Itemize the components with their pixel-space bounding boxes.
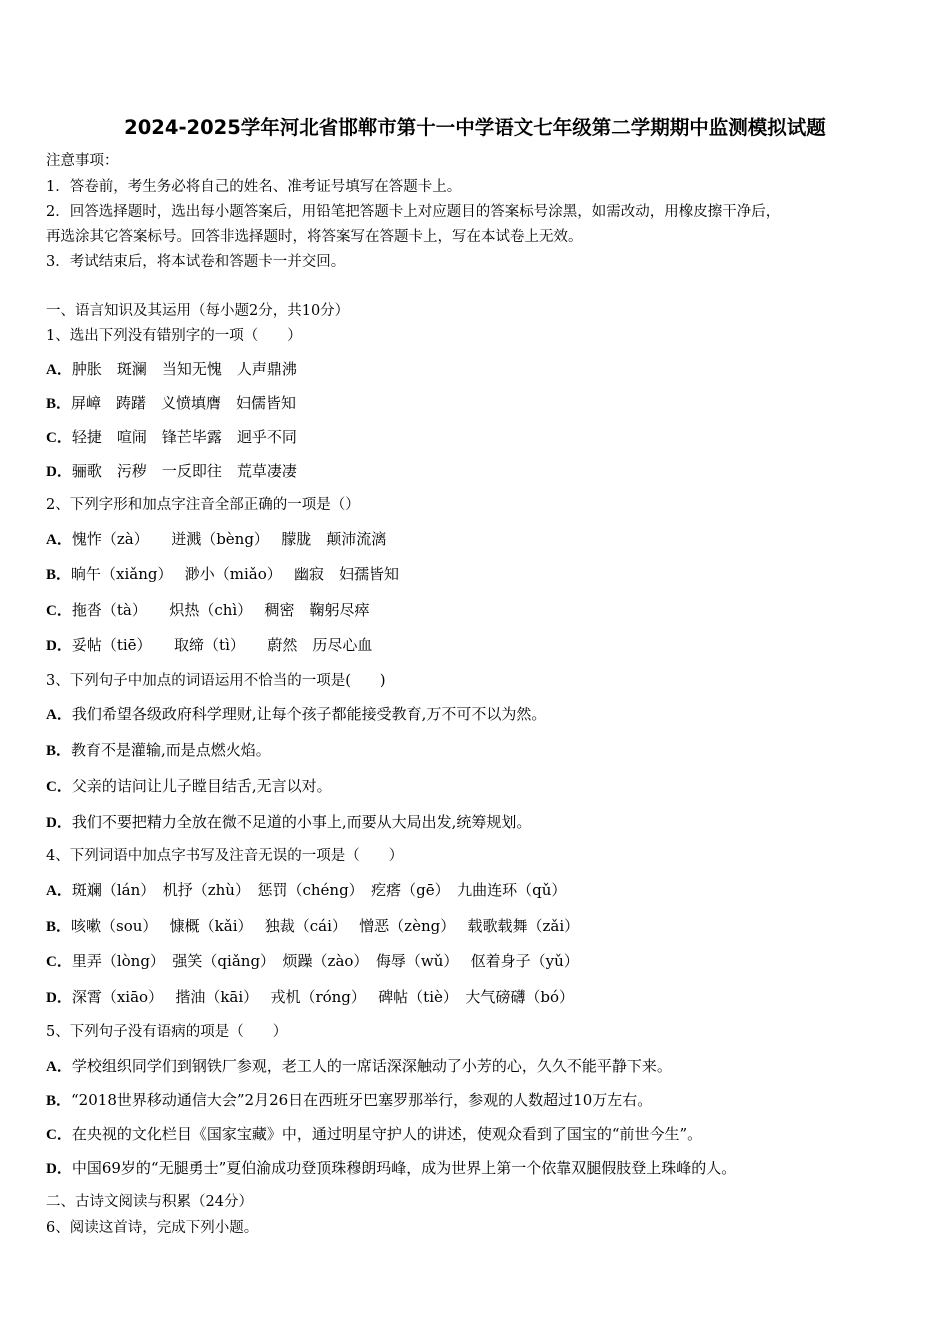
notice-item: 1．答卷前，考生务必将自己的姓名、准考证号填写在答题卡上。 [46, 179, 462, 195]
option-label: D． [46, 815, 72, 831]
question-stem: 3、下列句子中加点的词语运用不恰当的一项是( ) [46, 673, 386, 689]
option-text: 咳嗽（sou） 慷概（kǎi） 独裁（cái） 憎恶（zèng） 载歌载舞（zǎi） [71, 917, 580, 935]
option-text: 我们不要把精力全放在微不足道的小事上,而要从大局出发,统筹规划。 [71, 813, 532, 831]
option-b [46, 740, 271, 761]
option-b [46, 393, 296, 414]
option-text: “2018世界移动通信大会”2月26日在西班牙巴塞罗那举行，参观的人数超过10万左右。 [71, 1091, 653, 1109]
option-text: 肿胀 斑澜 当知无愧 人声鼎沸 [71, 360, 297, 378]
option-label: A． [46, 883, 72, 899]
option-label: C． [46, 430, 72, 446]
option-text: 在央视的文化栏目《国家宝藏》中，通过明星守护人的讲述，使观众看到了国宝的“前世今生”。 [71, 1125, 703, 1143]
notice-item: 2．回答选择题时，选出每小题答案后，用铅笔把答题卡上对应题目的答案标号涂黑，如需改动，用橡皮擦干净后， [46, 204, 781, 220]
option-label: D． [46, 990, 72, 1006]
question-stem: 2、下列字形和加点字注音全部正确的一项是（） [46, 497, 360, 513]
option-text: 骊歌 污秽 一反即往 荒草凄凄 [71, 462, 297, 480]
option-text: 学校组织同学们到钢铁厂参观，老工人的一席话深深触动了小芳的心，久久不能平静下来。 [71, 1057, 672, 1075]
option-c [46, 427, 297, 448]
option-b [46, 916, 579, 937]
option-text: 妥帖（tiē） 取缔（tì） 蔚然 历尽心血 [71, 636, 373, 654]
option-label: A． [46, 362, 72, 378]
option-text: 深霄（xiāo） 揩油（kāi） 戎机（róng） 碑帖（tiè） 大气磅礴（bó） [71, 988, 575, 1006]
option-text: 里弄（lòng） 强笑（qiǎng） 烦躁（zào） 侮辱（wǔ） 伛着身子（yǔ） [71, 952, 579, 970]
option-c [46, 951, 579, 972]
option-a [46, 529, 386, 550]
option-label: D． [46, 464, 72, 480]
question-stem: 5、下列句子没有语病的项是（ ） [46, 1024, 288, 1040]
option-label: C． [46, 954, 72, 970]
option-text: 我们希望各级政府科学理财,让每个孩子都能接受教育,万不可不以为然。 [71, 705, 547, 723]
option-label: B． [46, 919, 72, 935]
notice-item: 再选涂其它答案标号。回答非选择题时，将答案写在答题卡上，写在本试卷上无效。 [46, 229, 583, 245]
option-text: 斑斓（lán） 机抒（zhù） 惩罚（chéng） 疙瘩（gē） 九曲连环（qǔ） [71, 881, 567, 899]
option-label: B． [46, 567, 72, 583]
option-d [46, 635, 372, 656]
section-heading: 二、古诗文阅读与积累（24分） [46, 1194, 253, 1210]
option-a [46, 1056, 672, 1077]
option-text: 父亲的诘问让儿子瞠目结舌,无言以对。 [71, 777, 332, 795]
option-d [46, 987, 574, 1008]
option-text: 晌午（xiǎng） 渺小（miǎo） 幽寂 妇孺皆知 [71, 565, 400, 583]
option-b [46, 564, 399, 585]
option-label: A． [46, 707, 72, 723]
option-label: C． [46, 1127, 72, 1143]
option-label: A． [46, 1059, 72, 1075]
option-c [46, 776, 332, 797]
option-text: 愧怍（zà） 迸溅（bèng） 朦胧 颠沛流漓 [71, 530, 387, 548]
option-text: 中国69岁的“无腿勇士”夏伯渝成功登顶珠穆朗玛峰，成为世界上第一个依靠双腿假肢登上珠峰的人。 [71, 1159, 737, 1177]
option-label: C． [46, 603, 72, 619]
option-text: 轻捷 喧闹 锋芒毕露 迥乎不同 [71, 428, 297, 446]
option-c [46, 600, 369, 621]
option-text: 屏嶂 踌躇 义愤填膺 妇儒皆知 [71, 394, 297, 412]
option-label: B． [46, 396, 72, 412]
option-label: B． [46, 1093, 72, 1109]
option-a [46, 704, 546, 725]
notice-item: 3．考试结束后，将本试卷和答题卡一并交回。 [46, 254, 346, 270]
question-stem: 6、阅读这首诗，完成下列小题。 [46, 1220, 259, 1236]
option-label: A． [46, 532, 72, 548]
question-stem: 1、选出下列没有错别字的一项（ ） [46, 328, 302, 344]
option-text: 拖沓（tà） 炽热（chì） 稠密 鞠躬尽瘁 [71, 601, 370, 619]
option-label: D． [46, 1161, 72, 1177]
notice-heading: 注意事项： [46, 153, 119, 169]
option-label: C． [46, 779, 72, 795]
option-a [46, 880, 566, 901]
page-title: 2024-2025学年河北省邯郸市第十一中学语文七年级第二学期期中监测模拟试题 [124, 116, 826, 139]
option-b [46, 1090, 652, 1111]
option-d [46, 461, 297, 482]
option-a [46, 359, 297, 380]
option-d [46, 812, 531, 833]
option-text: 教育不是灌输,而是点燃火焰。 [71, 741, 271, 759]
section-heading: 一、语言知识及其运用（每小题2分，共10分） [46, 303, 350, 319]
question-stem: 4、下列词语中加点字书写及注音无误的一项是（ ） [46, 848, 404, 864]
option-label: D． [46, 638, 72, 654]
option-c [46, 1124, 702, 1145]
option-label: B． [46, 743, 72, 759]
option-d [46, 1158, 736, 1179]
